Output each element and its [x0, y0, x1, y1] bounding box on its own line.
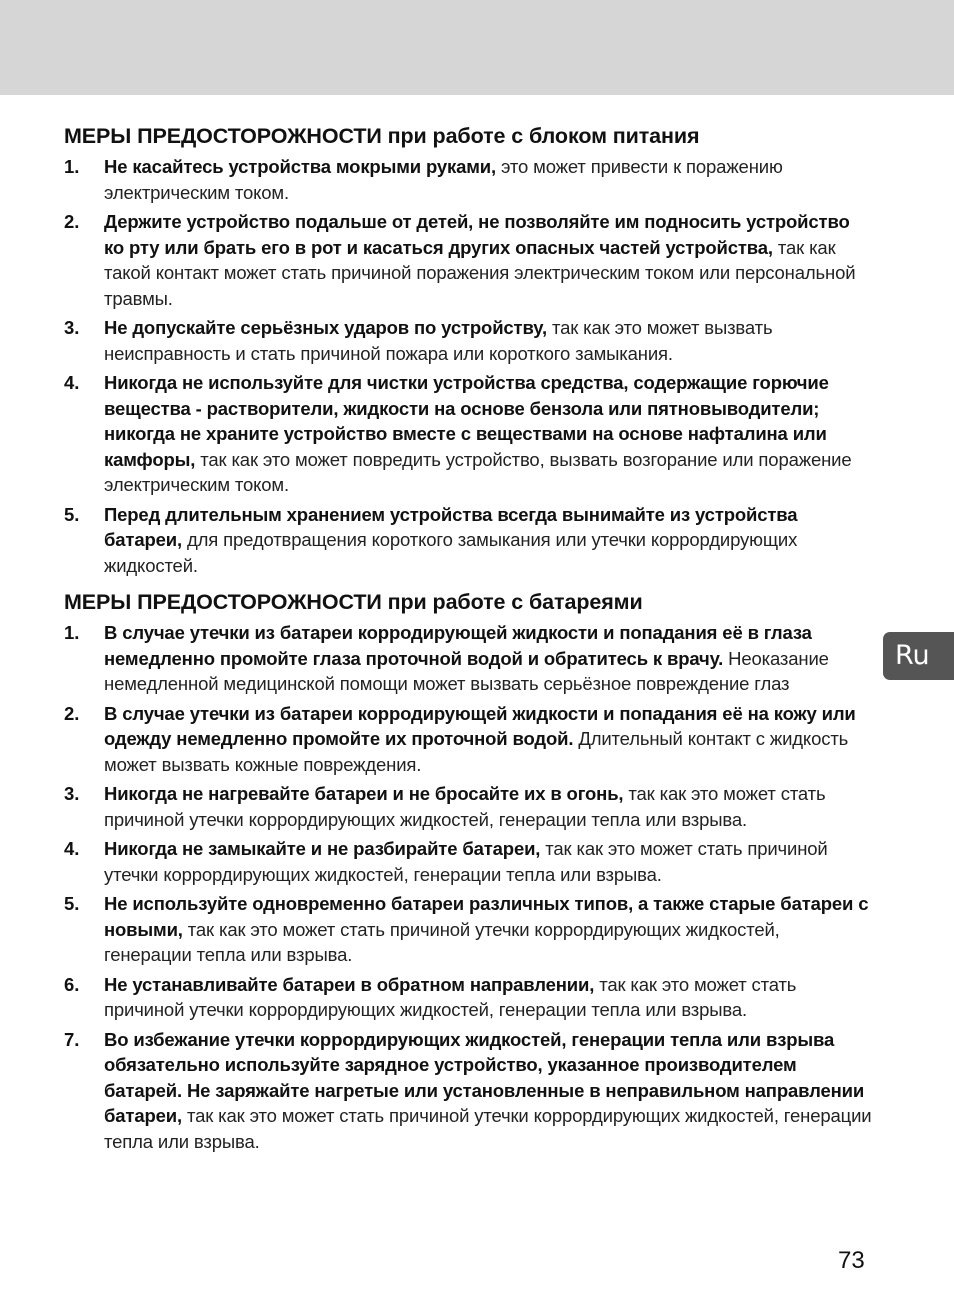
item-bold-text: Не устанавливайте батареи в обратном направлении,	[104, 973, 595, 995]
list-item	[64, 836, 872, 887]
item-bold-text: Держите устройство подальше от детей, не позволяйте им подносить устройство ко рту или брать его в рот и касаться других опасных частей устройства,	[104, 211, 850, 258]
item-bold-text: Перед длительным хранением устройства всегда вынимайте из устройства батареи,	[104, 503, 798, 550]
item-bold-text: Не допускайте серьёзных ударов по устройству,	[104, 317, 547, 338]
item-number: 5.	[64, 503, 80, 525]
item-bold-text: В случае утечки из батареи корродирующей жидкости и попадания её на кожу или одежду немедленно промойте их проточной водой.	[104, 702, 856, 749]
item-number: 1.	[64, 156, 80, 177]
item-text	[104, 154, 872, 205]
list-item	[64, 701, 872, 778]
item-normal-text: так как это может стать причиной утечки коррордирующих жидкостей, генерации тепла или взрыва.	[104, 838, 828, 885]
section-battery-precautions	[64, 588, 872, 1154]
item-bold-text: Не используйте одновременно батареи различных типов, а также старые батареи с новыми,	[104, 893, 869, 940]
section-power-unit-precautions	[64, 122, 872, 578]
page-number: 73	[838, 1247, 865, 1274]
item-bold-text: В случае утечки из батареи корродирующей жидкости и попадания её в глаза немедленно промойте глаза проточной водой и обратитесь к врачу.	[104, 622, 812, 669]
item-number: 2.	[64, 702, 80, 724]
item-text	[104, 836, 872, 887]
list-item	[64, 502, 872, 579]
list-item	[64, 370, 872, 498]
item-number: 1.	[64, 622, 80, 643]
list-item	[64, 315, 872, 366]
item-bold-text: Никогда не замыкайте и не разбирайте батареи,	[104, 838, 541, 859]
page-content	[64, 122, 872, 1158]
section-title: МЕРЫ ПРЕДОСТОРОЖНОСТИ при работе с батареями	[64, 590, 643, 614]
list-item	[64, 891, 872, 968]
list-item	[64, 781, 872, 832]
item-normal-text: для предотвращения короткого замыкания или утечки коррордирующих жидкостей.	[104, 529, 798, 576]
item-bold-text: Во избежание утечки коррордирующих жидкостей, генерации тепла или взрыва обязательно используйте зарядное устройство, указанное производителем батарей. Не заряжайте нагретые или установленные в неправильном направлении батареи,	[104, 1028, 865, 1126]
item-text	[104, 972, 872, 1023]
list-item	[64, 972, 872, 1023]
item-normal-text: так как это может стать причиной утечки коррордирующих жидкостей, генерации тепла или взрыва.	[104, 973, 797, 1020]
item-number: 6.	[64, 973, 80, 995]
item-normal-text: Длительный контакт с жидкость может вызвать кожные повреждения.	[104, 728, 849, 775]
item-normal-text: так как это может стать причиной утечки коррордирующих жидкостей, генерации тепла или взрыва.	[104, 1105, 872, 1152]
item-text	[104, 315, 872, 366]
header-band	[0, 0, 954, 95]
item-number: 2.	[64, 211, 80, 232]
section-title: МЕРЫ ПРЕДОСТОРОЖНОСТИ при работе с блоком питания	[64, 124, 700, 148]
item-bold-text: Не касайтесь устройства мокрыми руками,	[104, 156, 497, 177]
item-number: 5.	[64, 893, 80, 914]
precaution-list	[64, 620, 872, 1154]
item-number: 4.	[64, 372, 80, 393]
item-normal-text: так как это может стать причиной утечки коррордирующих жидкостей, генерации тепла или взрыва.	[104, 918, 780, 965]
list-item	[64, 620, 872, 697]
item-normal-text: это может привести к поражению электрическим током.	[104, 156, 783, 203]
item-normal-text: так как это может стать причиной утечки коррордирующих жидкостей, генерации тепла или взрыва.	[104, 783, 826, 830]
item-number: 4.	[64, 838, 80, 859]
item-text	[104, 502, 872, 579]
item-normal-text: так как такой контакт может стать причиной поражения электрическим током или персональной травмы.	[104, 236, 856, 309]
item-number: 3.	[64, 783, 80, 804]
item-text	[104, 1027, 872, 1155]
item-bold-text: Никогда не используйте для чистки устройства средства, содержащие горючие вещества - растворители, жидкости на основе бензола или пятновыводители; никогда не храните устройство вместе с веществами на основе нафталина или камфоры,	[104, 372, 829, 470]
item-text	[104, 370, 872, 498]
item-number: 3.	[64, 317, 80, 338]
item-normal-text: Неоказание немедленной медицинской помощи может вызвать серьёзное повреждение глаз	[104, 647, 829, 694]
item-text	[104, 781, 872, 832]
item-normal-text: так как это может повредить устройство, вызвать возгорание или поражение электрическим током.	[104, 448, 852, 495]
list-item	[64, 154, 872, 205]
list-item	[64, 209, 872, 311]
item-text	[104, 701, 872, 778]
item-number: 7.	[64, 1028, 80, 1050]
item-text	[104, 891, 872, 968]
item-text	[104, 209, 872, 311]
item-bold-text: Никогда не нагревайте батареи и не бросайте их в огонь,	[104, 783, 624, 804]
precaution-list	[64, 154, 872, 578]
item-text	[104, 620, 872, 697]
language-tab: Ru	[883, 632, 954, 680]
item-normal-text: так как это может вызвать неисправность и стать причиной пожара или короткого замыкания.	[104, 317, 773, 364]
list-item	[64, 1027, 872, 1155]
